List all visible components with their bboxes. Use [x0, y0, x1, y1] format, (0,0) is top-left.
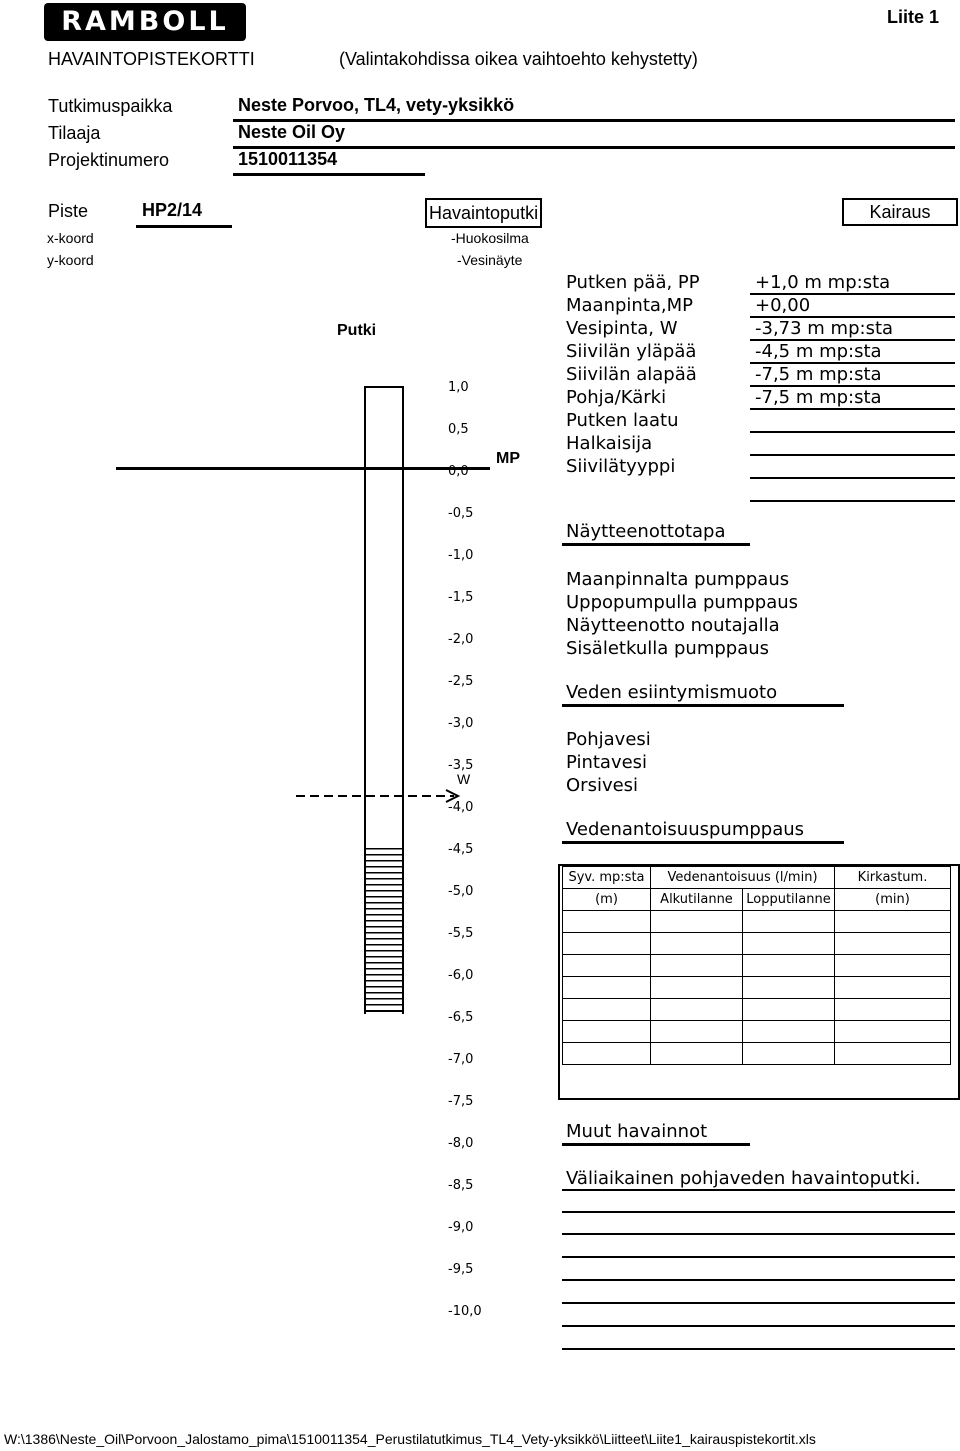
water-occurrence-underline [562, 704, 844, 707]
yield-table-cell[interactable] [835, 933, 951, 955]
project-number-underline [233, 173, 425, 176]
header-depth-unit: (m) [563, 889, 651, 911]
depth-tick-label: -8,0 [448, 1136, 474, 1151]
depth-tick-label: -7,0 [448, 1052, 474, 1067]
yield-table-cell[interactable] [743, 999, 835, 1021]
water-level-arrow [294, 788, 466, 804]
sampling-option-submersible-pump[interactable]: Uppopumpulla pumppaus [566, 592, 799, 613]
property-label: Maanpinta,MP [566, 295, 694, 316]
yield-table-row [563, 977, 951, 999]
pipe-screen-section [364, 848, 404, 1012]
sampling-option-surface-pumping[interactable]: Maanpinnalta pumppaus [566, 569, 790, 590]
header-final: Lopputilanne [743, 889, 835, 911]
option-water-sample[interactable]: -Vesinäyte [457, 252, 523, 268]
depth-tick-label: -1,0 [448, 548, 474, 563]
water-option-perched-water[interactable]: Orsivesi [566, 775, 639, 796]
type-havaintoputki-selected[interactable]: Havaintoputki [425, 198, 542, 228]
yield-table-cell[interactable] [743, 911, 835, 933]
notes-text[interactable]: Väliaikainen pohjaveden havaintoputki. [566, 1168, 921, 1189]
depth-tick-label: 0,0 [448, 464, 469, 479]
sampling-title: Näytteenottotapa [566, 521, 726, 542]
yield-table-cell[interactable] [563, 933, 651, 955]
yield-table-cell[interactable] [651, 911, 743, 933]
yield-table-header-2 [563, 889, 951, 911]
yield-table-cell[interactable] [743, 933, 835, 955]
notes-line-8 [562, 1348, 955, 1350]
yield-pumping-underline [562, 841, 844, 844]
notes-line-3 [562, 1233, 955, 1235]
yield-table-cell[interactable] [651, 977, 743, 999]
form-title: HAVAINTOPISTEKORTTI [48, 49, 255, 69]
depth-tick-label: -2,5 [448, 674, 474, 689]
property-label: Siivilän yläpää [566, 341, 697, 362]
yield-table-header-1 [563, 867, 951, 889]
point-underline [136, 225, 232, 228]
property-label: Putken laatu [566, 410, 679, 431]
property-value[interactable]: -7,5 m mp:sta [755, 364, 882, 385]
notes-line-7 [562, 1325, 955, 1327]
mp-label: MP [496, 450, 520, 467]
yield-table-cell[interactable] [563, 1043, 651, 1065]
water-level-label: W [457, 771, 471, 787]
depth-tick-label: 0,5 [448, 422, 469, 437]
sampling-title-underline [562, 543, 750, 546]
property-label: Siivilätyyppi [566, 456, 676, 477]
yield-table-cell[interactable] [743, 977, 835, 999]
notes-line-4 [562, 1256, 955, 1258]
depth-tick-label: -9,0 [448, 1220, 474, 1235]
yield-table-cell[interactable] [563, 955, 651, 977]
notes-line-2 [562, 1211, 955, 1213]
type-kairaus-option[interactable]: Kairaus [842, 198, 958, 226]
ramboll-logo: RAMBOLL [44, 3, 246, 41]
point-label: Piste [48, 201, 89, 221]
property-value-underline [750, 408, 955, 410]
yield-table-row [563, 999, 951, 1021]
property-label: Vesipinta, W [566, 318, 678, 339]
yield-table-cell[interactable] [835, 1043, 951, 1065]
depth-tick-label: -8,5 [448, 1178, 474, 1193]
property-label: Putken pää, PP [566, 272, 700, 293]
header-depth: Syv. mp:sta [563, 867, 651, 889]
yield-table-cell[interactable] [835, 911, 951, 933]
yield-table-cell[interactable] [651, 955, 743, 977]
depth-tick-label: -3,0 [448, 716, 474, 731]
sampling-option-bailer[interactable]: Näytteenotto noutajalla [566, 615, 780, 636]
x-coord-label: x-koord [47, 230, 94, 246]
depth-tick-label: -5,0 [448, 884, 474, 899]
ground-surface-line [116, 467, 490, 470]
property-value-underline [750, 477, 955, 479]
y-coord-label: y-koord [47, 252, 94, 268]
header-clearing: Kirkastum. [835, 867, 951, 889]
property-value[interactable]: -4,5 m mp:sta [755, 341, 882, 362]
form-instruction: (Valintakohdissa oikea vaihtoehto kehystetty) [339, 49, 698, 69]
depth-tick-label: -6,5 [448, 1010, 474, 1025]
property-value[interactable]: +0,00 [755, 295, 811, 316]
notes-line-6 [562, 1302, 955, 1304]
project-number-label: Projektinumero [48, 150, 170, 170]
yield-table-cell[interactable] [651, 999, 743, 1021]
project-number-value: 1510011354 [238, 149, 338, 169]
client-label: Tilaaja [48, 123, 101, 143]
notes-title: Muut havainnot [566, 1121, 708, 1142]
yield-table-cell[interactable] [651, 1043, 743, 1065]
yield-table-cell[interactable] [743, 1021, 835, 1043]
yield-table-cell[interactable] [563, 977, 651, 999]
yield-table-row [563, 911, 951, 933]
yield-table-cell[interactable] [835, 999, 951, 1021]
depth-tick-label: -9,5 [448, 1262, 474, 1277]
notes-line-5 [562, 1279, 955, 1281]
yield-table-cell[interactable] [835, 955, 951, 977]
property-label: Halkaisija [566, 433, 653, 454]
notes-title-underline [562, 1143, 750, 1146]
option-soil-air[interactable]: -Huokosilma [451, 230, 529, 246]
yield-table-cell[interactable] [835, 977, 951, 999]
depth-tick-label: -6,0 [448, 968, 474, 983]
yield-table-cell[interactable] [563, 999, 651, 1021]
yield-table-cell[interactable] [651, 933, 743, 955]
client-underline [233, 146, 955, 149]
yield-table-cell[interactable] [563, 911, 651, 933]
property-label: Siivilän alapää [566, 364, 697, 385]
footer-file-path: W:\1386\Neste_Oil\Porvoon_Jalostamo_pima\1510011354_Perustilatutkimus_TL4_Vety-yksikkö\Liitteet\Liite1_kairauspistekortit.xls [4, 1431, 816, 1447]
yield-table-cell[interactable] [651, 1021, 743, 1043]
property-value[interactable]: -3,73 m mp:sta [755, 318, 894, 339]
client-value: Neste Oil Oy [238, 122, 346, 142]
site-label: Tutkimuspaikka [48, 96, 173, 116]
water-option-groundwater[interactable]: Pohjavesi [566, 729, 651, 750]
depth-tick-label: -4,5 [448, 842, 474, 857]
site-value: Neste Porvoo, TL4, vety-yksikkö [238, 95, 515, 115]
water-occurrence-title: Veden esiintymismuoto [566, 682, 778, 703]
depth-tick-label: -7,5 [448, 1094, 474, 1109]
property-value-underline [750, 431, 955, 433]
water-option-surface-water[interactable]: Pintavesi [566, 752, 648, 773]
yield-table-row [563, 955, 951, 977]
property-value[interactable]: -7,5 m mp:sta [755, 387, 882, 408]
depth-tick-label: 1,0 [448, 380, 469, 395]
property-value-underline [750, 454, 955, 456]
property-label: Pohja/Kärki [566, 387, 667, 408]
yield-table-row [563, 933, 951, 955]
yield-table-cell[interactable] [835, 1021, 951, 1043]
depth-tick-label: -3,5 [448, 758, 474, 773]
point-value: HP2/14 [142, 200, 203, 220]
yield-table-row [563, 1021, 951, 1043]
depth-tick-label: -10,0 [448, 1304, 482, 1319]
property-extra-underline [750, 500, 955, 502]
sampling-option-inner-hose[interactable]: Sisäletkulla pumppaus [566, 638, 770, 659]
depth-tick-label: -2,0 [448, 632, 474, 647]
property-value[interactable]: +1,0 m mp:sta [755, 272, 891, 293]
yield-table-cell[interactable] [743, 1043, 835, 1065]
depth-tick-label: -5,5 [448, 926, 474, 941]
depth-tick-label: -0,5 [448, 506, 474, 521]
header-clearing-unit: (min) [835, 889, 951, 911]
yield-table-cell[interactable] [743, 955, 835, 977]
yield-table-cell[interactable] [563, 1021, 651, 1043]
yield-pumping-title: Vedenantoisuuspumppaus [566, 819, 805, 840]
header-initial: Alkutilanne [651, 889, 743, 911]
pipe-label: Putki [337, 322, 377, 339]
yield-table-row [563, 1043, 951, 1065]
notes-line-1 [562, 1189, 955, 1191]
depth-tick-label: -1,5 [448, 590, 474, 605]
yield-table [562, 866, 951, 1065]
header-yield: Vedenantoisuus (l/min) [651, 867, 835, 889]
depth-tick-label: -4,0 [448, 800, 474, 815]
attachment-label: Liite 1 [887, 7, 940, 27]
